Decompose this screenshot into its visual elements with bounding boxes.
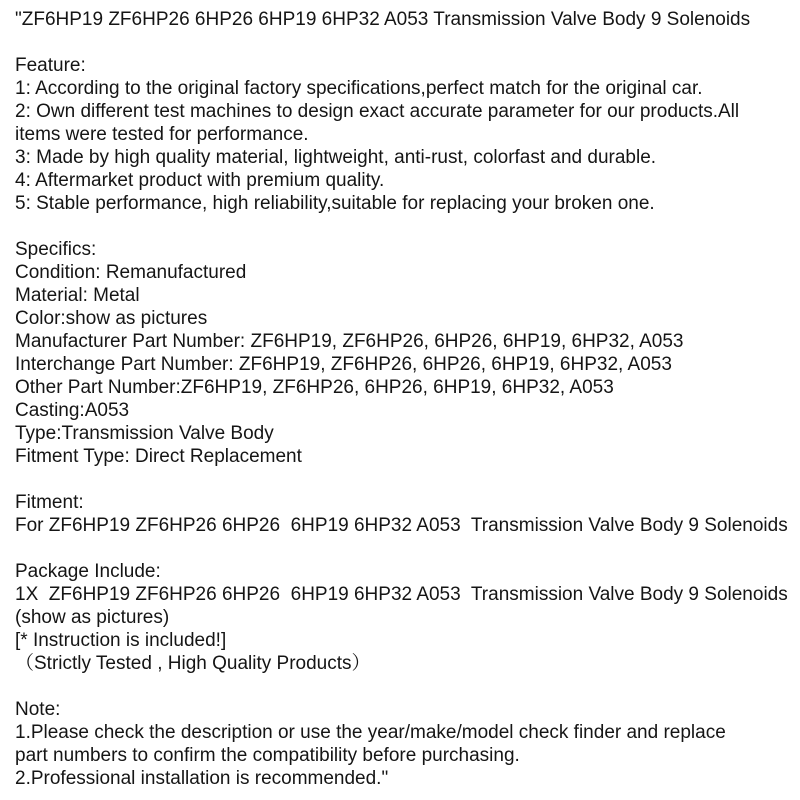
package-heading: Package Include: xyxy=(15,561,161,582)
specifics-line: Other Part Number:ZF6HP19, ZF6HP26, 6HP26, 6HP19, 6HP32, A053 xyxy=(15,377,614,398)
note-line: 1.Please check the description or use the year/make/model check finder and replace xyxy=(15,722,726,743)
feature-line: 1: According to the original factory specifications,perfect match for the original car. xyxy=(15,78,703,99)
specifics-line: Type:Transmission Valve Body xyxy=(15,423,274,444)
package-line: [* Instruction is included!] xyxy=(15,630,227,651)
product-title: "ZF6HP19 ZF6HP26 6HP26 6HP19 6HP32 A053 Transmission Valve Body 9 Solenoids xyxy=(15,9,751,30)
specifics-line: Color:show as pictures xyxy=(15,308,208,329)
feature-line: 5: Stable performance, high reliability,suitable for replacing your broken one. xyxy=(15,193,655,214)
specifics-line: Material: Metal xyxy=(15,285,140,306)
section-note xyxy=(15,698,794,790)
package-line: （Strictly Tested , High Quality Products） xyxy=(15,653,371,674)
sections xyxy=(15,54,794,790)
feature-heading: Feature: xyxy=(15,55,86,76)
specifics-line: Manufacturer Part Number: ZF6HP19, ZF6HP26, 6HP26, 6HP19, 6HP32, A053 xyxy=(15,331,684,352)
specifics-heading: Specifics: xyxy=(15,239,97,260)
specifics-line: Casting:A053 xyxy=(15,400,130,421)
specifics-line: Fitment Type: Direct Replacement xyxy=(15,446,302,467)
section-feature xyxy=(15,54,794,215)
package-line: (show as pictures) xyxy=(15,607,170,628)
specifics-line: Interchange Part Number: ZF6HP19, ZF6HP26, 6HP26, 6HP19, 6HP32, A053 xyxy=(15,354,672,375)
note-line: part numbers to confirm the compatibility before purchasing. xyxy=(15,745,520,766)
section-fitment xyxy=(15,491,794,537)
fitment-heading: Fitment: xyxy=(15,492,84,513)
fitment-line: For ZF6HP19 ZF6HP26 6HP26 6HP19 6HP32 A053 Transmission Valve Body 9 Solenoids xyxy=(15,515,788,536)
feature-line: 2: Own different test machines to design exact accurate parameter for our products.All xyxy=(15,101,740,122)
feature-line: 3: Made by high quality material, lightweight, anti-rust, colorfast and durable. xyxy=(15,147,657,168)
feature-line: 4: Aftermarket product with premium quality. xyxy=(15,170,385,191)
specifics-line: Condition: Remanufactured xyxy=(15,262,247,283)
section-specifics xyxy=(15,238,794,468)
section-package xyxy=(15,560,794,675)
note-line: 2.Professional installation is recommended." xyxy=(15,768,389,789)
note-heading: Note: xyxy=(15,699,61,720)
feature-line: items were tested for performance. xyxy=(15,124,309,145)
package-line: 1X ZF6HP19 ZF6HP26 6HP26 6HP19 6HP32 A053 Transmission Valve Body 9 Solenoids xyxy=(15,584,788,605)
